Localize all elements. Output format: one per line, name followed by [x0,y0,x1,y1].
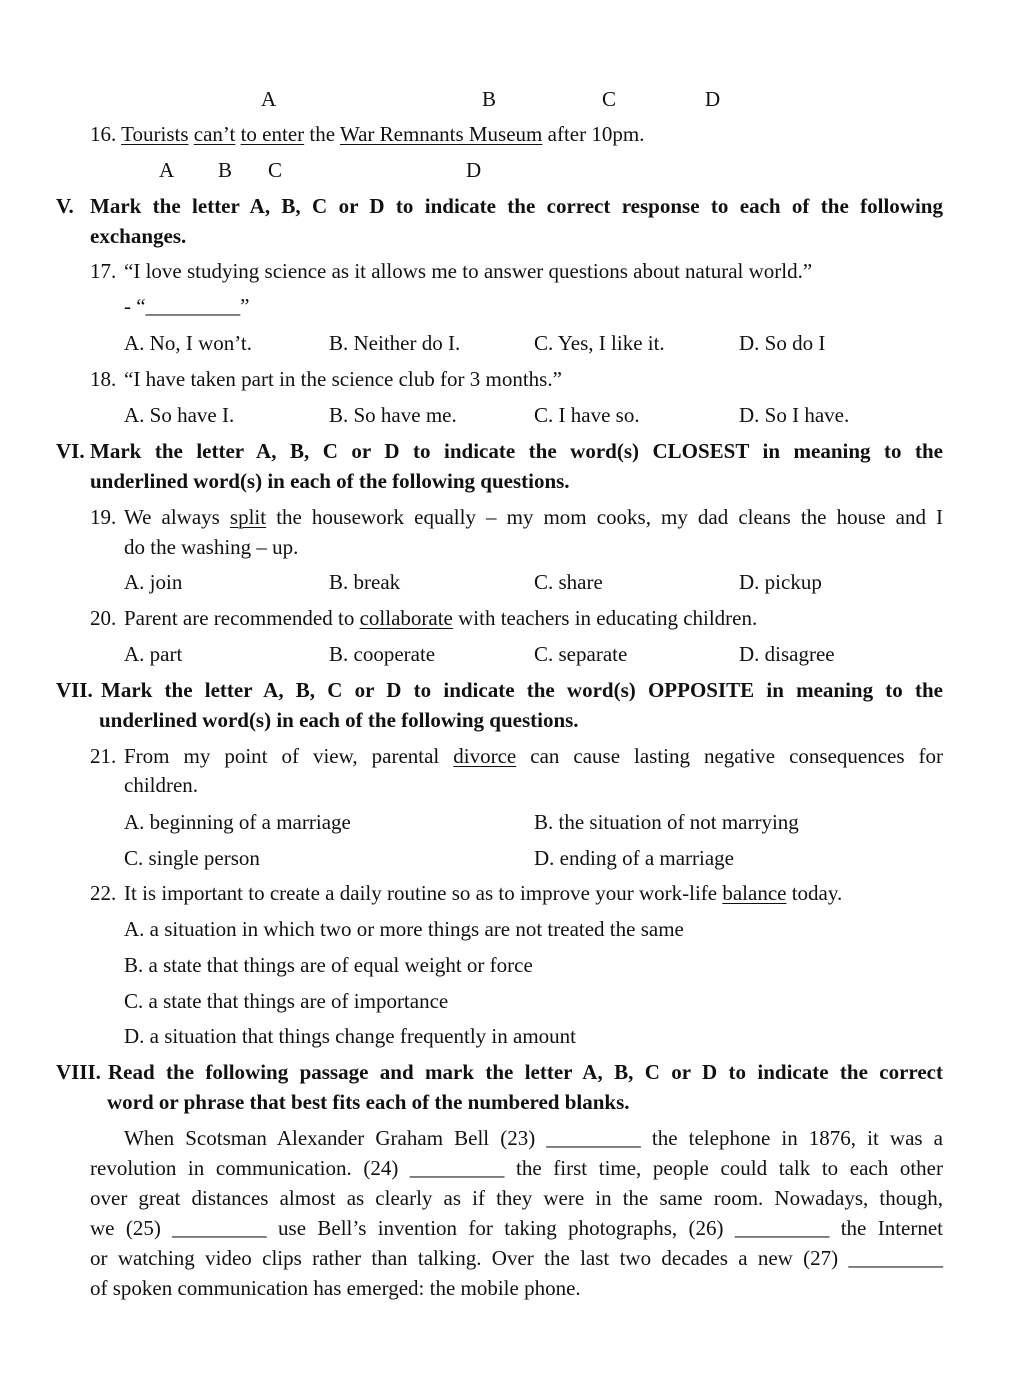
q17-option-d: D. So do I [739,331,826,355]
q21-text [124,741,943,771]
q19-pre: We always [124,505,220,529]
section-v-heading-line2: exchanges. [90,224,187,248]
q22-option-d: D. a situation that things change frequently in amount [124,1024,576,1048]
q22-post: today. [791,881,843,905]
question-number: 16. [90,122,117,146]
passage-line-2: revolution in communication. (24) _________ the first time, people could talk to each other [90,1156,943,1180]
q19-number: 19. [90,505,117,529]
q21-post: can cause lasting negative consequences for [530,744,944,768]
q22-option-a: A. a situation in which two or more things are not treated the same [124,917,684,941]
q19-underlined: split [229,505,267,529]
q16-marker-b: B [218,158,233,182]
q17-option-a: A. No, I won’t. [124,331,252,355]
q18-option-c: C. I have so. [534,403,640,427]
section-viii-heading-line1: Read the following passage and mark the letter A, B, C or D to indicate the correct [108,1060,943,1084]
q20-option-c: C. separate [534,642,628,666]
question-16 [90,119,644,149]
q19-text [124,502,943,532]
q20-option-d: D. disagree [739,642,835,666]
passage-line-5: or watching video clips rather than talking. Over the last two decades a new (27) _________ [90,1246,943,1270]
q20-number: 20. [90,606,117,630]
q17-option-b: B. Neither do I. [329,331,461,355]
passage-line-1: When Scotsman Alexander Graham Bell (23) _________ the telephone in 1876, it was a [124,1126,943,1150]
q22-option-c: C. a state that things are of importance [124,989,449,1013]
q15-marker-a: A [261,87,277,111]
q18-option-d: D. So I have. [739,403,850,427]
q19-option-c: C. share [534,570,603,594]
q22-underlined: balance [722,881,787,905]
q22-text [124,878,842,908]
q17-text: “I love studying science as it allows me to answer questions about natural world.” [124,259,813,283]
q19-option-b: B. break [329,570,401,594]
q22-number: 22. [90,881,117,905]
q18-number: 18. [90,367,117,391]
q19-option-d: D. pickup [739,570,822,594]
q22-pre: It is important to create a daily routine so as to improve your work-life [124,881,718,905]
section-vi-numeral: VI. [56,439,85,463]
q17-reply: - “_________” [124,294,250,318]
q20-pre: Parent are recommended to [124,606,355,630]
q21-option-a: A. beginning of a marriage [124,810,351,834]
q18-option-a: A. So have I. [124,403,235,427]
q21-option-c: C. single person [124,846,260,870]
q15-marker-d: D [705,87,721,111]
q18-text: “I have taken part in the science club for 3 months.” [124,367,562,391]
q20-text [124,603,757,633]
q19-post: the housework equally – my mom cooks, my dad cleans the house and I [276,505,944,529]
q21-underlined: divorce [453,744,517,768]
section-v-numeral: V. [56,194,74,218]
q21-pre: From my point of view, parental [124,744,440,768]
section-viii-heading-line2: word or phrase that best fits each of the numbered blanks. [107,1090,630,1114]
q22-option-b: B. a state that things are of equal weight or force [124,953,533,977]
section-vi-heading-line2: underlined word(s) in each of the following questions. [90,469,570,493]
q16-marker-d: D [466,158,482,182]
q16-part-b: can’t [193,122,236,146]
q16-part-c: to enter [240,122,305,146]
section-vii-heading-line2: underlined word(s) in each of the following questions. [99,708,579,732]
q20-underlined: collaborate [359,606,453,630]
q20-option-b: B. cooperate [329,642,436,666]
q16-marker-a: A [159,158,175,182]
q17-number: 17. [90,259,117,283]
section-vii-numeral: VII. [56,678,93,702]
q17-option-c: C. Yes, I like it. [534,331,665,355]
section-v-heading-line1: Mark the letter A, B, C or D to indicate the correct response to each of the following [90,194,943,218]
q16-marker-c: C [268,158,283,182]
q16-part-d: War Remnants Museum [339,122,543,146]
q21-option-b: B. the situation of not marrying [534,810,799,834]
q16-part-a: Tourists [121,122,189,146]
passage-line-3: over great distances almost as clearly as if they were in the same room. Nowadays, though, [90,1186,943,1210]
section-vi-heading-line1: Mark the letter A, B, C or D to indicate the word(s) CLOSEST in meaning to the [90,439,943,463]
q20-post: with teachers in educating children. [458,606,758,630]
q15-marker-b: B [482,87,497,111]
section-vii-heading-line1: Mark the letter A, B, C or D to indicate the word(s) OPPOSITE in meaning to the [101,678,943,702]
q21-option-d: D. ending of a marriage [534,846,735,870]
section-viii-numeral: VIII. [56,1060,101,1084]
passage-line-4: we (25) _________ use Bell’s invention for taking photographs, (26) _________ the Internet [90,1216,943,1240]
q19-line2: do the washing – up. [124,535,299,559]
q19-option-a: A. join [124,570,183,594]
passage-line-6: of spoken communication has emerged: the mobile phone. [90,1276,581,1300]
q21-line2: children. [124,773,199,797]
q20-option-a: A. part [124,642,183,666]
q21-number: 21. [90,744,117,768]
q15-marker-c: C [602,87,617,111]
q18-option-b: B. So have me. [329,403,457,427]
q16-part-end: after 10pm. [547,122,645,146]
q16-part-text: the [309,122,336,146]
